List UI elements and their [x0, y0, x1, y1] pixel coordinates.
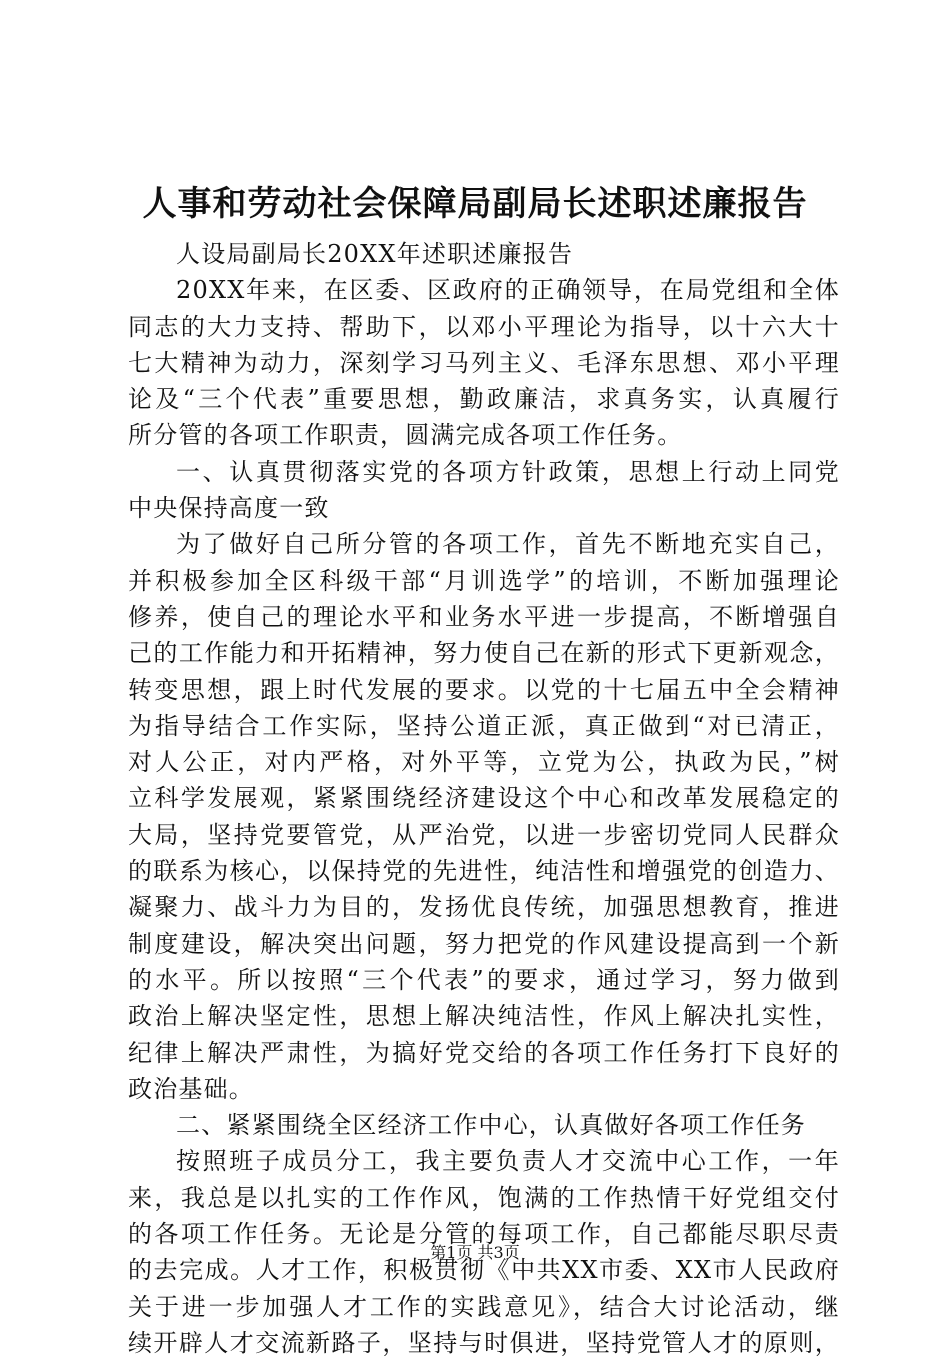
body-line: 为了做好自己所分管的各项工作，首先不断地充实自己，	[176, 530, 840, 559]
body-line: 所分管的各项工作职责，圆满完成各项工作任务。	[128, 421, 683, 450]
body-line: 的联系为核心，以保持党的先进性，纯洁性和增强党的创造力、	[128, 857, 840, 886]
body-line: 为指导结合工作实际，坚持公道正派，真正做到“对已清正，	[128, 711, 840, 740]
body-line: 的去完成。人才工作，积极贯彻《中共XX市委、XX市人民政府	[128, 1256, 840, 1285]
body-line: 己的工作能力和开拓精神，努力使自己在新的形式下更新观念，	[128, 639, 840, 668]
body-line: 二、紧紧围绕全区经济工作中心，认真做好各项工作任务	[176, 1111, 806, 1140]
body-line: 关于进一步加强人才工作的实践意见》，结合大讨论活动，继	[128, 1292, 840, 1321]
body-line: 续开辟人才交流新路子，坚持与时俱进，坚持党管人才的原则，	[128, 1328, 840, 1357]
body-line: 同志的大力支持、帮助下，以邓小平理论为指导，以十六大十	[128, 312, 840, 341]
body-line: 政治上解决坚定性，思想上解决纯洁性，作风上解决扎实性，	[128, 1002, 840, 1031]
body-line: 人设局副局长20XX年述职述廉报告	[176, 240, 574, 268]
body-line: 修养，使自己的理论水平和业务水平进一步提高，不断增强自	[128, 602, 840, 631]
body-line: 的水平。所以按照“三个代表”的要求，通过学习，努力做到	[128, 965, 840, 994]
body-line: 转变思想，跟上时代发展的要求。以党的十七届五中全会精神	[128, 675, 840, 704]
body-line: 凝聚力、战斗力为目的，发扬优良传统，加强思想教育，推进	[128, 893, 840, 922]
body-line: 政治基础。	[128, 1074, 254, 1103]
body-line: 的各项工作任务。无论是分管的每项工作，自己都能尽职尽责	[128, 1220, 840, 1249]
body-line: 并积极参加全区科级干部“月训选学”的培训，不断加强理论	[128, 566, 840, 595]
body-line: 一、认真贯彻落实党的各项方针政策，思想上行动上同党	[176, 457, 840, 486]
body-line: 20XX年来，在区委、区政府的正确领导，在局党组和全体	[176, 276, 840, 305]
body-line: 中央保持高度一致	[128, 494, 330, 523]
body-line: 按照班子成员分工，我主要负责人才交流中心工作，一年	[176, 1147, 840, 1176]
body-line: 纪律上解决严肃性，为搞好党交给的各项工作任务打下良好的	[128, 1038, 840, 1067]
body-line: 论及“三个代表”重要思想，勤政廉洁，求真务实，认真履行	[128, 385, 840, 414]
page-footer: 第1页 共3页	[430, 1243, 520, 1262]
body-line: 大局，坚持党要管党，从严治党，以进一步密切党同人民群众	[128, 820, 840, 849]
body-line: 立科学发展观，紧紧围绕经济建设这个中心和改革发展稳定的	[128, 784, 840, 813]
body-line: 对人公正，对内严格，对外平等，立党为公，执政为民，”树	[128, 748, 840, 777]
document-body	[128, 236, 840, 1361]
document-title: 人事和劳动社会保障局副局长述职述廉报告	[142, 184, 808, 224]
body-line: 来，我总是以扎实的工作作风，饱满的工作热情干好党组交付	[128, 1183, 840, 1212]
body-line: 制度建设，解决突出问题，努力把党的作风建设提高到一个新	[128, 929, 840, 958]
body-line: 七大精神为动力，深刻学习马列主义、毛泽东思想、邓小平理	[128, 348, 840, 377]
